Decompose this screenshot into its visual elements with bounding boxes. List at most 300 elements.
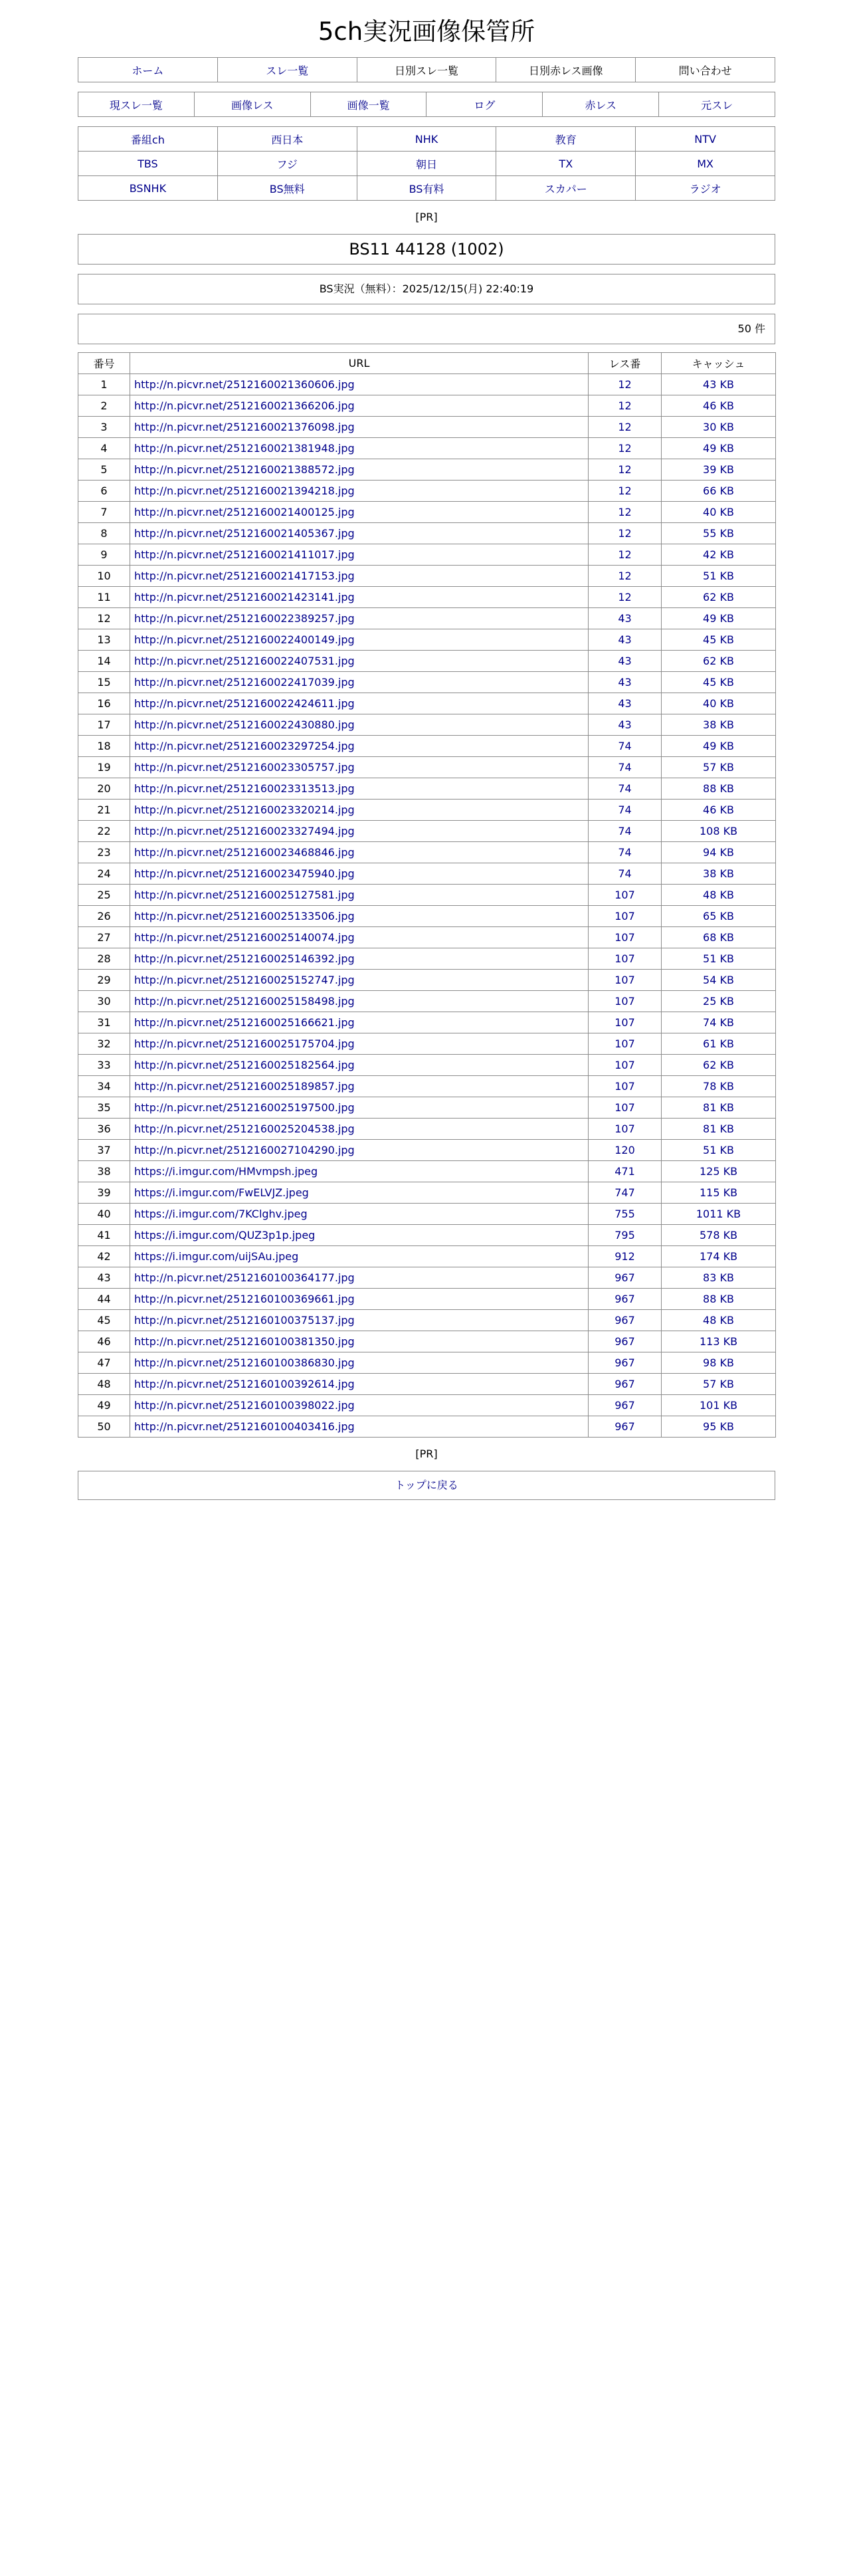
- row-url-link[interactable]: http://n.picvr.net/2512160100369661.jpg: [134, 1293, 355, 1305]
- row-res-cell[interactable]: [589, 693, 662, 714]
- row-url-cell[interactable]: [130, 502, 589, 523]
- row-url-cell[interactable]: [130, 629, 589, 651]
- row-url-cell[interactable]: [130, 1119, 589, 1140]
- row-url-link[interactable]: http://n.picvr.net/2512160023297254.jpg: [134, 740, 355, 752]
- row-cache-cell[interactable]: [662, 1331, 776, 1352]
- row-url-link[interactable]: http://n.picvr.net/2512160100386830.jpg: [134, 1356, 355, 1369]
- row-res-link[interactable]: 967: [615, 1399, 635, 1412]
- row-res-cell[interactable]: [589, 587, 662, 608]
- row-res-link[interactable]: 967: [615, 1420, 635, 1433]
- row-cache-link[interactable]: 74 KB: [703, 1016, 734, 1029]
- row-url-link[interactable]: http://n.picvr.net/2512160021394218.jpg: [134, 484, 355, 497]
- row-url-link[interactable]: http://n.picvr.net/2512160100403416.jpg: [134, 1420, 355, 1433]
- subnav-image-res-link[interactable]: 画像レス: [231, 98, 274, 112]
- row-cache-cell[interactable]: [662, 374, 776, 395]
- row-cache-link[interactable]: 98 KB: [703, 1356, 734, 1369]
- row-cache-cell[interactable]: [662, 927, 776, 948]
- channel-cell[interactable]: [496, 127, 636, 152]
- row-cache-cell[interactable]: [662, 821, 776, 842]
- row-res-cell[interactable]: [589, 736, 662, 757]
- row-res-cell[interactable]: [589, 417, 662, 438]
- row-url-link[interactable]: http://n.picvr.net/2512160021388572.jpg: [134, 463, 355, 476]
- row-cache-cell[interactable]: [662, 1119, 776, 1140]
- subnav-current-threads[interactable]: [78, 92, 195, 117]
- row-res-link[interactable]: 43: [618, 612, 632, 625]
- row-res-cell[interactable]: [589, 842, 662, 863]
- row-res-cell[interactable]: [589, 1012, 662, 1033]
- row-res-link[interactable]: 107: [615, 1059, 635, 1071]
- row-url-link[interactable]: http://n.picvr.net/2512160025189857.jpg: [134, 1080, 355, 1093]
- row-cache-cell[interactable]: [662, 778, 776, 800]
- subnav-original-thread-link[interactable]: 元スレ: [701, 98, 733, 112]
- row-url-link[interactable]: http://n.picvr.net/2512160021423141.jpg: [134, 591, 355, 603]
- row-cache-link[interactable]: 57 KB: [703, 1378, 734, 1390]
- row-res-link[interactable]: 12: [618, 463, 632, 476]
- channel-cell[interactable]: [217, 152, 357, 176]
- row-cache-cell[interactable]: [662, 1395, 776, 1416]
- row-res-link[interactable]: 43: [618, 697, 632, 710]
- row-cache-cell[interactable]: [662, 1055, 776, 1076]
- row-res-cell[interactable]: [589, 438, 662, 459]
- channel-cell[interactable]: [217, 127, 357, 152]
- row-res-cell[interactable]: [589, 1161, 662, 1182]
- row-res-cell[interactable]: [589, 1395, 662, 1416]
- row-res-link[interactable]: 43: [618, 633, 632, 646]
- row-cache-cell[interactable]: [662, 1267, 776, 1289]
- row-res-link[interactable]: 12: [618, 570, 632, 582]
- row-url-cell[interactable]: [130, 906, 589, 927]
- row-res-link[interactable]: 74: [618, 761, 632, 774]
- row-cache-link[interactable]: 49 KB: [703, 442, 734, 455]
- row-url-cell[interactable]: [130, 1182, 589, 1204]
- row-res-cell[interactable]: [589, 757, 662, 778]
- row-res-link[interactable]: 107: [615, 1080, 635, 1093]
- row-url-cell[interactable]: [130, 1289, 589, 1310]
- row-url-cell[interactable]: [130, 991, 589, 1012]
- row-url-link[interactable]: http://n.picvr.net/2512160025182564.jpg: [134, 1059, 355, 1071]
- row-cache-link[interactable]: 38 KB: [703, 867, 734, 880]
- row-cache-cell[interactable]: [662, 544, 776, 566]
- channel-link[interactable]: スカパー: [544, 182, 587, 195]
- row-url-link[interactable]: http://n.picvr.net/2512160021411017.jpg: [134, 548, 355, 561]
- row-cache-link[interactable]: 48 KB: [703, 889, 734, 901]
- row-res-cell[interactable]: [589, 1140, 662, 1161]
- row-url-link[interactable]: http://n.picvr.net/2512160023468846.jpg: [134, 846, 355, 859]
- row-url-link[interactable]: http://n.picvr.net/2512160023475940.jpg: [134, 867, 355, 880]
- row-res-cell[interactable]: [589, 1182, 662, 1204]
- row-res-cell[interactable]: [589, 1267, 662, 1289]
- row-cache-link[interactable]: 88 KB: [703, 782, 734, 795]
- channel-link[interactable]: 番組ch: [130, 133, 165, 146]
- subnav-red-res-link[interactable]: 赤レス: [585, 98, 616, 112]
- row-cache-cell[interactable]: [662, 1161, 776, 1182]
- row-url-link[interactable]: http://n.picvr.net/2512160021417153.jpg: [134, 570, 355, 582]
- row-cache-cell[interactable]: [662, 459, 776, 481]
- row-res-link[interactable]: 107: [615, 910, 635, 922]
- row-url-link[interactable]: http://n.picvr.net/2512160025175704.jpg: [134, 1037, 355, 1050]
- row-url-cell[interactable]: [130, 1310, 589, 1331]
- channel-link[interactable]: MX: [697, 157, 713, 170]
- row-res-cell[interactable]: [589, 481, 662, 502]
- row-url-cell[interactable]: [130, 1076, 589, 1097]
- row-res-cell[interactable]: [589, 885, 662, 906]
- row-url-link[interactable]: http://n.picvr.net/2512160021381948.jpg: [134, 442, 355, 455]
- row-cache-cell[interactable]: [662, 757, 776, 778]
- channel-link[interactable]: 朝日: [415, 158, 437, 171]
- channel-cell[interactable]: [496, 176, 636, 201]
- row-res-cell[interactable]: [589, 1055, 662, 1076]
- row-cache-link[interactable]: 66 KB: [703, 484, 734, 497]
- row-url-cell[interactable]: [130, 1352, 589, 1374]
- row-url-link[interactable]: http://n.picvr.net/2512160025140074.jpg: [134, 931, 355, 944]
- row-res-cell[interactable]: [589, 1225, 662, 1246]
- channel-link[interactable]: BS無料: [269, 182, 305, 195]
- row-url-cell[interactable]: [130, 1204, 589, 1225]
- row-cache-link[interactable]: 55 KB: [703, 527, 734, 540]
- channel-link[interactable]: フジ: [276, 158, 298, 171]
- channel-cell[interactable]: [636, 176, 775, 201]
- row-url-cell[interactable]: [130, 481, 589, 502]
- row-cache-link[interactable]: 38 KB: [703, 718, 734, 731]
- back-to-top-box[interactable]: [78, 1471, 775, 1500]
- row-res-link[interactable]: 967: [615, 1378, 635, 1390]
- row-res-cell[interactable]: [589, 502, 662, 523]
- row-url-link[interactable]: http://n.picvr.net/2512160025166621.jpg: [134, 1016, 355, 1029]
- row-cache-cell[interactable]: [662, 693, 776, 714]
- row-url-link[interactable]: http://n.picvr.net/2512160022389257.jpg: [134, 612, 355, 625]
- row-url-cell[interactable]: [130, 863, 589, 885]
- row-url-link[interactable]: https://i.imgur.com/HMvmpsh.jpeg: [134, 1165, 318, 1178]
- row-res-cell[interactable]: [589, 1310, 662, 1331]
- row-cache-cell[interactable]: [662, 1416, 776, 1438]
- row-res-link[interactable]: 967: [615, 1271, 635, 1284]
- row-cache-link[interactable]: 94 KB: [703, 846, 734, 859]
- row-url-cell[interactable]: [130, 1246, 589, 1267]
- row-url-link[interactable]: http://n.picvr.net/2512160022417039.jpg: [134, 676, 355, 689]
- row-res-cell[interactable]: [589, 1076, 662, 1097]
- row-url-cell[interactable]: [130, 842, 589, 863]
- row-url-cell[interactable]: [130, 885, 589, 906]
- channel-link[interactable]: BS有料: [409, 182, 444, 195]
- row-url-cell[interactable]: [130, 821, 589, 842]
- row-url-cell[interactable]: [130, 1374, 589, 1395]
- row-cache-link[interactable]: 113 KB: [699, 1335, 738, 1348]
- row-res-link[interactable]: 12: [618, 548, 632, 561]
- row-res-link[interactable]: 74: [618, 867, 632, 880]
- row-res-cell[interactable]: [589, 863, 662, 885]
- row-cache-cell[interactable]: [662, 629, 776, 651]
- row-res-cell[interactable]: [589, 1374, 662, 1395]
- subnav-log-link[interactable]: ログ: [474, 98, 496, 112]
- row-url-link[interactable]: http://n.picvr.net/2512160025158498.jpg: [134, 995, 355, 1008]
- row-cache-cell[interactable]: [662, 736, 776, 757]
- row-res-link[interactable]: 12: [618, 421, 632, 433]
- row-url-link[interactable]: https://i.imgur.com/QUZ3p1p.jpeg: [134, 1229, 316, 1241]
- row-cache-cell[interactable]: [662, 651, 776, 672]
- channel-link[interactable]: TX: [559, 157, 573, 170]
- row-cache-link[interactable]: 39 KB: [703, 463, 734, 476]
- row-cache-link[interactable]: 57 KB: [703, 761, 734, 774]
- row-cache-link[interactable]: 78 KB: [703, 1080, 734, 1093]
- row-url-link[interactable]: http://n.picvr.net/2512160025127581.jpg: [134, 889, 355, 901]
- row-cache-link[interactable]: 51 KB: [703, 952, 734, 965]
- row-url-cell[interactable]: [130, 417, 589, 438]
- row-res-link[interactable]: 107: [615, 1037, 635, 1050]
- row-url-link[interactable]: https://i.imgur.com/FwELVJZ.jpeg: [134, 1186, 309, 1199]
- row-cache-link[interactable]: 51 KB: [703, 570, 734, 582]
- row-url-link[interactable]: http://n.picvr.net/2512160100364177.jpg: [134, 1271, 355, 1284]
- row-res-link[interactable]: 107: [615, 889, 635, 901]
- row-cache-cell[interactable]: [662, 885, 776, 906]
- row-res-link[interactable]: 967: [615, 1293, 635, 1305]
- row-url-link[interactable]: http://n.picvr.net/2512160025204538.jpg: [134, 1123, 355, 1135]
- channel-cell[interactable]: [357, 152, 496, 176]
- row-res-cell[interactable]: [589, 629, 662, 651]
- row-url-cell[interactable]: [130, 1267, 589, 1289]
- row-cache-link[interactable]: 125 KB: [699, 1165, 738, 1178]
- row-url-cell[interactable]: [130, 1012, 589, 1033]
- row-res-link[interactable]: 74: [618, 825, 632, 837]
- row-url-cell[interactable]: [130, 1097, 589, 1119]
- row-cache-link[interactable]: 62 KB: [703, 591, 734, 603]
- row-cache-link[interactable]: 81 KB: [703, 1123, 734, 1135]
- row-cache-cell[interactable]: [662, 1289, 776, 1310]
- channel-cell[interactable]: [357, 176, 496, 201]
- row-res-cell[interactable]: [589, 1246, 662, 1267]
- row-res-cell[interactable]: [589, 821, 662, 842]
- row-res-link[interactable]: 120: [615, 1144, 635, 1156]
- row-url-cell[interactable]: [130, 800, 589, 821]
- row-url-cell[interactable]: [130, 948, 589, 970]
- row-cache-cell[interactable]: [662, 395, 776, 417]
- row-cache-link[interactable]: 45 KB: [703, 676, 734, 689]
- row-url-link[interactable]: http://n.picvr.net/2512160100375137.jpg: [134, 1314, 355, 1327]
- row-url-cell[interactable]: [130, 757, 589, 778]
- row-cache-cell[interactable]: [662, 863, 776, 885]
- row-res-cell[interactable]: [589, 672, 662, 693]
- row-cache-link[interactable]: 30 KB: [703, 421, 734, 433]
- channel-cell[interactable]: [78, 152, 218, 176]
- row-cache-link[interactable]: 108 KB: [699, 825, 738, 837]
- nav-daily-thread-list[interactable]: 日別スレ一覧: [357, 58, 496, 82]
- row-res-link[interactable]: 107: [615, 1123, 635, 1135]
- row-res-cell[interactable]: [589, 948, 662, 970]
- row-url-cell[interactable]: [130, 395, 589, 417]
- row-cache-cell[interactable]: [662, 1097, 776, 1119]
- row-cache-cell[interactable]: [662, 1374, 776, 1395]
- channel-cell[interactable]: [636, 127, 775, 152]
- row-url-cell[interactable]: [130, 1055, 589, 1076]
- row-res-link[interactable]: 74: [618, 846, 632, 859]
- channel-link[interactable]: 西日本: [271, 133, 304, 146]
- row-res-link[interactable]: 12: [618, 442, 632, 455]
- row-res-cell[interactable]: [589, 374, 662, 395]
- nav-daily-red-res-images[interactable]: 日別赤レス画像: [496, 58, 636, 82]
- row-res-link[interactable]: 967: [615, 1356, 635, 1369]
- row-cache-link[interactable]: 40 KB: [703, 697, 734, 710]
- channel-cell[interactable]: [217, 176, 357, 201]
- row-res-cell[interactable]: [589, 1416, 662, 1438]
- row-url-link[interactable]: http://n.picvr.net/2512160023320214.jpg: [134, 804, 355, 816]
- row-res-cell[interactable]: [589, 544, 662, 566]
- nav-home[interactable]: [78, 58, 218, 82]
- row-url-cell[interactable]: [130, 523, 589, 544]
- row-cache-cell[interactable]: [662, 481, 776, 502]
- row-res-link[interactable]: 107: [615, 931, 635, 944]
- row-url-cell[interactable]: [130, 1225, 589, 1246]
- row-url-cell[interactable]: [130, 374, 589, 395]
- row-url-link[interactable]: http://n.picvr.net/2512160021366206.jpg: [134, 399, 355, 412]
- row-url-cell[interactable]: [130, 1033, 589, 1055]
- row-cache-link[interactable]: 51 KB: [703, 1144, 734, 1156]
- row-res-link[interactable]: 747: [615, 1186, 635, 1199]
- row-res-cell[interactable]: [589, 1352, 662, 1374]
- row-cache-cell[interactable]: [662, 800, 776, 821]
- row-url-link[interactable]: https://i.imgur.com/uijSAu.jpeg: [134, 1250, 299, 1263]
- row-url-link[interactable]: http://n.picvr.net/2512160100392614.jpg: [134, 1378, 355, 1390]
- row-res-link[interactable]: 107: [615, 974, 635, 986]
- row-cache-cell[interactable]: [662, 970, 776, 991]
- row-url-link[interactable]: http://n.picvr.net/2512160100381350.jpg: [134, 1335, 355, 1348]
- row-res-link[interactable]: 12: [618, 591, 632, 603]
- row-url-link[interactable]: http://n.picvr.net/2512160021405367.jpg: [134, 527, 355, 540]
- row-res-link[interactable]: 12: [618, 484, 632, 497]
- row-res-cell[interactable]: [589, 1204, 662, 1225]
- row-res-link[interactable]: 43: [618, 718, 632, 731]
- row-cache-cell[interactable]: [662, 1140, 776, 1161]
- subnav-current-threads-link[interactable]: 現スレ一覧: [109, 98, 163, 112]
- subnav-red-res[interactable]: [543, 92, 659, 117]
- row-cache-link[interactable]: 40 KB: [703, 506, 734, 518]
- row-res-cell[interactable]: [589, 778, 662, 800]
- row-res-cell[interactable]: [589, 651, 662, 672]
- row-cache-cell[interactable]: [662, 438, 776, 459]
- row-res-link[interactable]: 74: [618, 804, 632, 816]
- subnav-original-thread[interactable]: [659, 92, 775, 117]
- row-cache-cell[interactable]: [662, 1012, 776, 1033]
- row-cache-cell[interactable]: [662, 1225, 776, 1246]
- row-cache-link[interactable]: 49 KB: [703, 740, 734, 752]
- row-url-link[interactable]: http://n.picvr.net/2512160025146392.jpg: [134, 952, 355, 965]
- row-url-link[interactable]: http://n.picvr.net/2512160025197500.jpg: [134, 1101, 355, 1114]
- row-cache-cell[interactable]: [662, 587, 776, 608]
- channel-cell[interactable]: [78, 127, 218, 152]
- row-res-link[interactable]: 967: [615, 1314, 635, 1327]
- row-cache-cell[interactable]: [662, 1033, 776, 1055]
- row-res-cell[interactable]: [589, 395, 662, 417]
- channel-cell[interactable]: [357, 127, 496, 152]
- channel-link[interactable]: TBS: [138, 157, 158, 170]
- row-url-cell[interactable]: [130, 778, 589, 800]
- row-url-cell[interactable]: [130, 736, 589, 757]
- row-cache-cell[interactable]: [662, 1246, 776, 1267]
- row-cache-cell[interactable]: [662, 1182, 776, 1204]
- row-url-cell[interactable]: [130, 459, 589, 481]
- row-res-cell[interactable]: [589, 459, 662, 481]
- row-url-link[interactable]: http://n.picvr.net/2512160023327494.jpg: [134, 825, 355, 837]
- row-cache-link[interactable]: 95 KB: [703, 1420, 734, 1433]
- back-to-top-link[interactable]: トップに戻る: [395, 1479, 458, 1491]
- nav-thread-list[interactable]: [217, 58, 357, 82]
- row-url-cell[interactable]: [130, 1331, 589, 1352]
- row-cache-cell[interactable]: [662, 608, 776, 629]
- row-res-link[interactable]: 12: [618, 527, 632, 540]
- row-cache-cell[interactable]: [662, 417, 776, 438]
- row-cache-link[interactable]: 42 KB: [703, 548, 734, 561]
- row-url-link[interactable]: http://n.picvr.net/2512160022407531.jpg: [134, 655, 355, 667]
- subnav-image-list[interactable]: [310, 92, 427, 117]
- row-cache-cell[interactable]: [662, 672, 776, 693]
- row-res-link[interactable]: 12: [618, 378, 632, 391]
- row-url-cell[interactable]: [130, 1161, 589, 1182]
- row-cache-cell[interactable]: [662, 906, 776, 927]
- row-res-cell[interactable]: [589, 991, 662, 1012]
- row-cache-link[interactable]: 46 KB: [703, 399, 734, 412]
- row-res-cell[interactable]: [589, 970, 662, 991]
- row-cache-cell[interactable]: [662, 991, 776, 1012]
- row-res-link[interactable]: 755: [615, 1208, 635, 1220]
- row-cache-cell[interactable]: [662, 1352, 776, 1374]
- row-cache-link[interactable]: 61 KB: [703, 1037, 734, 1050]
- row-url-link[interactable]: http://n.picvr.net/2512160022430880.jpg: [134, 718, 355, 731]
- row-res-cell[interactable]: [589, 714, 662, 736]
- row-cache-link[interactable]: 45 KB: [703, 633, 734, 646]
- subnav-image-list-link[interactable]: 画像一覧: [347, 98, 390, 112]
- row-url-cell[interactable]: [130, 608, 589, 629]
- row-url-link[interactable]: http://n.picvr.net/2512160025133506.jpg: [134, 910, 355, 922]
- row-res-link[interactable]: 12: [618, 399, 632, 412]
- row-url-cell[interactable]: [130, 1416, 589, 1438]
- row-res-link[interactable]: 12: [618, 506, 632, 518]
- channel-cell[interactable]: [636, 152, 775, 176]
- row-res-cell[interactable]: [589, 800, 662, 821]
- row-url-link[interactable]: http://n.picvr.net/2512160025152747.jpg: [134, 974, 355, 986]
- row-cache-link[interactable]: 25 KB: [703, 995, 734, 1008]
- row-url-cell[interactable]: [130, 651, 589, 672]
- row-res-link[interactable]: 107: [615, 1016, 635, 1029]
- nav-contact[interactable]: 問い合わせ: [636, 58, 775, 82]
- row-cache-link[interactable]: 81 KB: [703, 1101, 734, 1114]
- row-res-link[interactable]: 107: [615, 995, 635, 1008]
- row-cache-cell[interactable]: [662, 566, 776, 587]
- row-cache-link[interactable]: 48 KB: [703, 1314, 734, 1327]
- row-res-cell[interactable]: [589, 1331, 662, 1352]
- row-cache-cell[interactable]: [662, 948, 776, 970]
- row-cache-cell[interactable]: [662, 714, 776, 736]
- channel-link[interactable]: NHK: [415, 132, 438, 146]
- row-cache-link[interactable]: 1011 KB: [696, 1208, 741, 1220]
- row-url-cell[interactable]: [130, 927, 589, 948]
- channel-link[interactable]: BSNHK: [129, 181, 167, 195]
- row-res-cell[interactable]: [589, 608, 662, 629]
- row-cache-link[interactable]: 43 KB: [703, 378, 734, 391]
- row-cache-link[interactable]: 62 KB: [703, 1059, 734, 1071]
- row-url-cell[interactable]: [130, 672, 589, 693]
- row-cache-cell[interactable]: [662, 1076, 776, 1097]
- row-cache-link[interactable]: 115 KB: [699, 1186, 738, 1199]
- row-res-link[interactable]: 74: [618, 782, 632, 795]
- channel-cell[interactable]: [78, 176, 218, 201]
- row-cache-cell[interactable]: [662, 842, 776, 863]
- channel-link[interactable]: ラジオ: [689, 182, 721, 195]
- row-url-cell[interactable]: [130, 587, 589, 608]
- row-res-link[interactable]: 795: [615, 1229, 635, 1241]
- nav-thread-list-link[interactable]: スレ一覧: [266, 64, 309, 77]
- row-res-cell[interactable]: [589, 566, 662, 587]
- row-res-link[interactable]: 107: [615, 1101, 635, 1114]
- row-res-link[interactable]: 471: [615, 1165, 635, 1178]
- channel-link[interactable]: NTV: [694, 132, 716, 146]
